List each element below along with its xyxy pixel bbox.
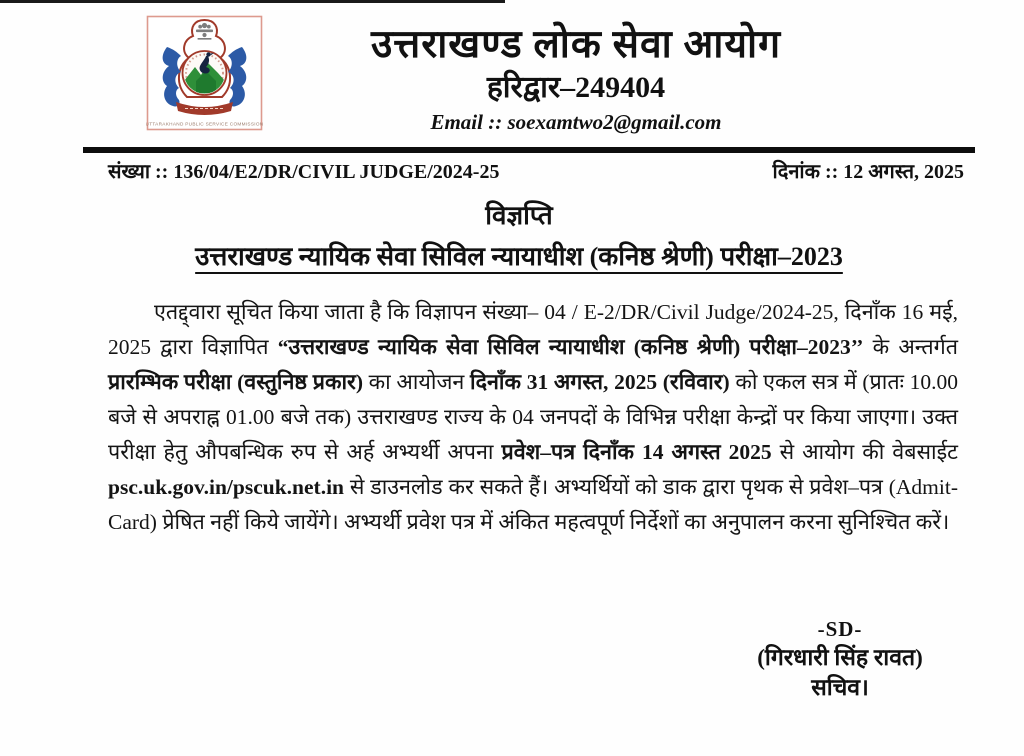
header-divider	[83, 147, 975, 153]
org-name: उत्तराखण्ड लोक सेवा आयोग	[370, 23, 782, 66]
email-line: Email :: soexamtwo2@gmail.com	[430, 110, 722, 135]
notice-heading: विज्ञप्ति	[485, 201, 553, 230]
logo-caption: UTTARAKHAND PUBLIC SERVICE COMMISSION	[146, 121, 263, 127]
notice-body: एतद्द्वारा सूचित किया जाता है कि विज्ञापन संख्या– 04 / E-2/DR/Civil Judge/2024-25, दिनाँक 16 मई, 2025 द्वारा विज्ञापित “उत्तराखण्ड न्यायिक सेवा सिविल न्यायाधीश (कनिष्ठ श्रेणी) परीक्षा–2023’’ के अन्तर्गत प्रारम्भिक परीक्षा (वस्तुनिष्ठ प्रकार) का आयोजन दिनाँक 31 अगस्त, 2025 (रविवार) को एकल सत्र में (प्रातः 10.00 बजे से अपराह्न 01.00 बजे तक) उत्तराखण्ड राज्य के 04 जनपदों के विभिन्न परीक्षा केन्द्रों पर किया जाएगा। उक्त परीक्षा हेतु औपबन्धिक रुप से अर्ह अभ्यर्थी अपना प्रवेश–पत्र दिनाँक 14 अगस्त 2025 से आयोग की वेबसाईट psc.uk.gov.in/pscuk.net.in से डाउनलोड कर सकते हैं। अभ्यर्थियों को डाक द्वारा पृथक से प्रवेश–पत्र (Admit-Card) प्रेषित नहीं किये जायेंगे। अभ्यर्थी प्रवेश पत्र में अंकित महत्वपूर्ण निर्देशों का अनुपालन करना सुनिश्चित करें।	[108, 300, 959, 534]
signature-sd: -SD-	[817, 617, 863, 641]
notice-number: संख्या :: 136/04/E2/DR/CIVIL JUDGE/2024-25	[108, 161, 500, 183]
notice-subject: उत्तराखण्ड न्यायिक सेवा सिविल न्यायाधीश (कनिष्ठ श्रेणी) परीक्षा–2023	[195, 242, 843, 271]
meta-row	[108, 157, 964, 184]
signature-designation: सचिव।	[811, 675, 869, 700]
notice-date: दिनांक :: 12 अगस्त, 2025	[772, 161, 964, 183]
signature-name: (गिरधारी सिंह रावत)	[757, 645, 923, 670]
scan-edge-artifact	[0, 0, 505, 3]
city-pin: हरिद्वार–249404	[486, 71, 666, 105]
signature-block	[700, 615, 980, 703]
letterhead	[295, 22, 857, 135]
ukpsc-logo	[146, 15, 263, 131]
